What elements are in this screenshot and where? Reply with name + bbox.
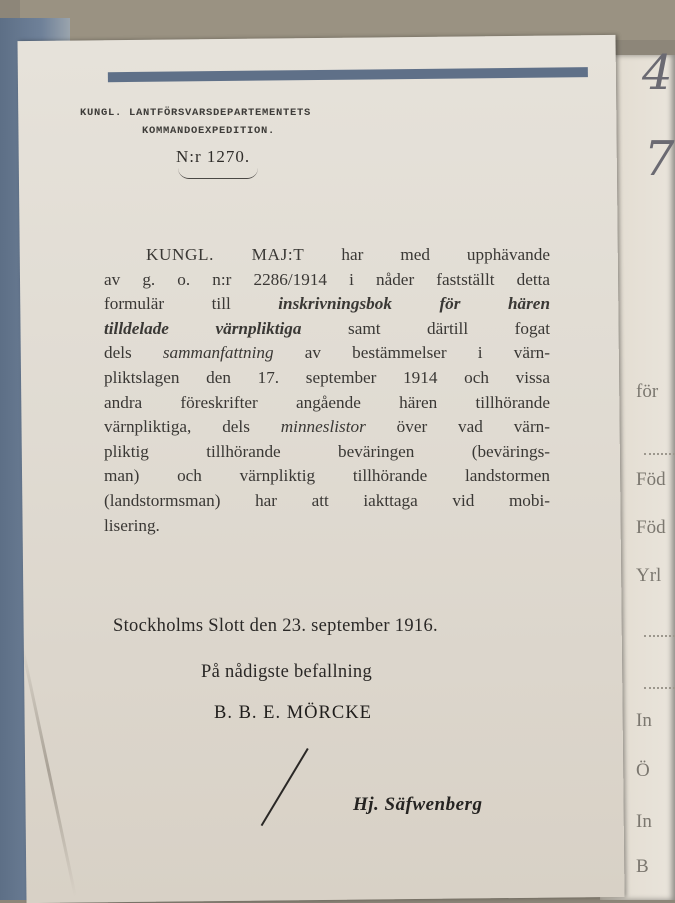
- text-line: [104, 514, 550, 539]
- text-run: man) och värnpliktig tillhörande landstormen: [104, 466, 550, 486]
- countersignature: Hj. Säfwenberg: [353, 794, 483, 815]
- text-line: [104, 464, 550, 489]
- handwritten-mark: 7: [644, 131, 675, 187]
- facing-page-text: för: [636, 381, 659, 402]
- text-run: pliktig tillhörande beväringen (bevärings-: [104, 441, 550, 461]
- dotted-line: [644, 453, 675, 455]
- handwritten-mark: 4: [642, 45, 673, 101]
- text-run: av g. o. n:r 2286/1914 i nåder fastställt detta: [104, 269, 550, 289]
- dotted-line: [644, 687, 675, 689]
- underline-brace: [178, 168, 258, 179]
- place-date: Stockholms Slott den 23. september 1916.: [113, 616, 438, 636]
- signer-name: B. B. E. MÖRCKE: [214, 703, 372, 723]
- facing-page-text: In: [636, 710, 652, 731]
- text-run: (landstormsman) har att iakttaga vid mobi-: [104, 490, 550, 510]
- department-line: KUNGL. LANTFÖRSVARSDEPARTEMENTETS: [80, 107, 312, 119]
- command-phrase: På nådigste befallning: [201, 662, 373, 682]
- text-run: dels: [104, 343, 163, 363]
- decree-text: [104, 243, 550, 538]
- text-run: över vad värn-: [365, 417, 550, 437]
- text-line: [104, 489, 550, 514]
- text-line: [104, 268, 550, 293]
- text-run: av bestämmelser i värn-: [273, 343, 550, 363]
- text-run: andra föreskrifter angående hären tillhörande: [104, 392, 550, 412]
- facing-page-text: In: [636, 811, 652, 832]
- text-run: minneslistor: [280, 417, 366, 437]
- text-line: [104, 440, 550, 465]
- text-run: värnpliktiga, dels: [104, 417, 281, 437]
- cover-edge: [108, 67, 588, 82]
- dotted-line: [644, 635, 675, 637]
- facing-page-text: B: [636, 856, 649, 877]
- text-line: [104, 366, 550, 391]
- text-run: KUNGL. MAJ:T: [146, 245, 305, 264]
- facing-page-text: Yrl: [636, 565, 662, 586]
- document-number: N:r 1270.: [176, 147, 251, 166]
- facing-page-text: Föd: [636, 469, 666, 490]
- text-line: [104, 292, 550, 317]
- text-run: samt därtill fogat: [301, 318, 550, 338]
- text-run: har med upphävande: [304, 245, 550, 264]
- text-line: [104, 317, 550, 342]
- text-run: sammanfattning: [162, 343, 274, 363]
- department-header: [80, 104, 311, 140]
- text-run: lisering.: [104, 515, 160, 535]
- text-line: [104, 341, 550, 366]
- department-line: KOMMANDOEXPEDITION.: [142, 125, 276, 137]
- text-line: [104, 391, 550, 416]
- text-run: formulär till: [104, 294, 279, 314]
- text-run: tilldelade värnpliktiga: [104, 318, 302, 338]
- text-line: [104, 415, 550, 440]
- text-line: [104, 243, 550, 268]
- facing-page-text: Ö: [636, 760, 650, 781]
- text-run: pliktslagen den 17. september 1914 och vissa: [104, 367, 550, 387]
- facing-page-text: Föd: [636, 517, 666, 538]
- background-strip: [20, 0, 675, 40]
- text-run: inskrivningsbok för hären: [278, 294, 550, 314]
